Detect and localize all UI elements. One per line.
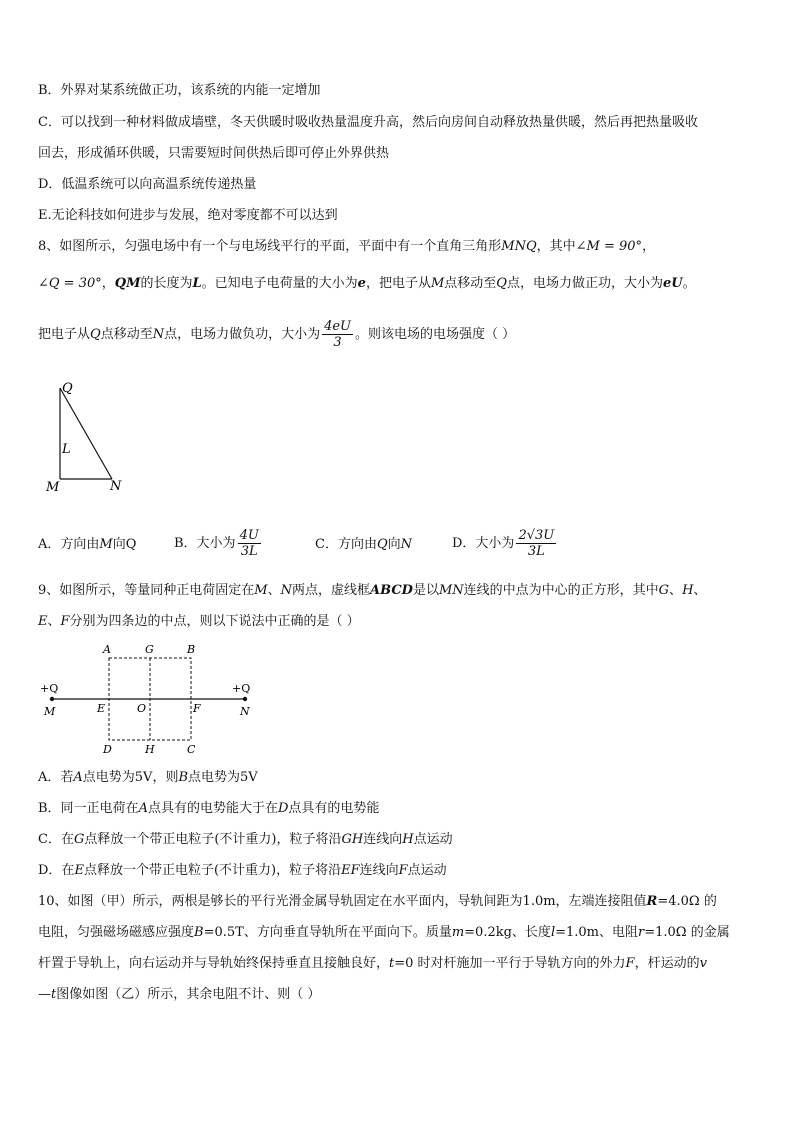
- q8-stem-line2: ∠Q = 30°，QM的长度为L。已知电子电荷量的大小为e，把电子从M点移动至Q点，电场力做正功，大小为eU。: [38, 276, 696, 291]
- q10-stem-line1: 10、如图（甲）所示，两根是够长的平行光滑金属导轨固定在水平面内，导轨间距为1.0m，左端连接阻值R=4.0Ω 的: [38, 894, 717, 909]
- label-m: M: [44, 705, 56, 718]
- triangle-label-n: N: [110, 479, 122, 494]
- q10-stem-line3: 杆置于导轨上，向右运动并与导轨始终保持垂直且接触良好，t=0 时对杆施加一平行于导轨方向的外力F，杆运动的v: [38, 956, 707, 971]
- q9-option-a: A．若A点电势为5V，则B点电势为5V: [38, 770, 258, 785]
- q8-option-d: D．大小为 $\frac{2√3U}{3L}$: [452, 528, 555, 559]
- q9-option-c: C．在G点释放一个带正电粒子(不计重力)，粒子将沿GH连线向H点运动: [38, 832, 453, 847]
- label-g: G: [145, 643, 154, 656]
- q9-option-d: D．在E点释放一个带正电粒子(不计重力)，粒子将沿EF连线向F点运动: [38, 863, 447, 878]
- q7-option-b: B．外界对某系统做正功，该系统的内能一定增加: [38, 83, 321, 98]
- q8-fraction: $\frac{4eU}{3}$: [324, 319, 352, 350]
- label-n: N: [240, 705, 250, 718]
- q8-stem-line3: 把电子从Q点移动至N点，电场力做负功，大小为 $\frac{4eU}{3}$ 。则该电场的电场强度（ ）: [38, 319, 516, 350]
- charge-m-dot: [50, 697, 54, 701]
- q9-stem-line1: 9、如图所示，等量同种正电荷固定在M、N两点，虚线框ABCD是以MN连线的中点为中心的正方形，其中G、H、: [38, 583, 707, 598]
- label-charge-right: +Q: [232, 682, 251, 695]
- label-o: O: [137, 702, 147, 715]
- q7-option-c-line1: C．可以找到一种材料做成墙壁，冬天供暖时吸收热量温度升高，然后向房间自动释放热量供暖，然后再把热量吸收: [38, 115, 698, 130]
- triangle-label-q: Q: [62, 381, 73, 396]
- q8-option-b: B．大小为 $\frac{4U}{3L}$: [174, 528, 259, 559]
- q8-option-c: C．方向由Q向N: [315, 537, 413, 552]
- q8-triangle-figure: [40, 378, 140, 498]
- triangle-label-m: M: [46, 480, 60, 495]
- q10-stem-line4: —t图像如图（乙）所示，其余电阻不计、则（ ）: [38, 987, 321, 1002]
- q7-option-d: D．低温系统可以向高温系统传递热量: [38, 177, 257, 192]
- q8-option-a: A．方向由M向Q: [38, 537, 137, 552]
- q10-stem-line2: 电阻，匀强磁场磁感应强度B=0.5T、方向垂直导轨所在平面向下。质量m=0.2kg、长度l=1.0m、电阻r=1.0Ω 的金属: [38, 925, 730, 940]
- label-f: F: [193, 702, 201, 715]
- triangle-label-l: L: [62, 442, 71, 457]
- label-c: C: [187, 743, 196, 756]
- q9-stem-line2: E、F分别为四条边的中点，则以下说法中正确的是（ ）: [38, 614, 360, 629]
- q8-stem-line1: 8、如图所示，匀强电场中有一个与电场线平行的平面，平面中有一个直角三角形MNQ，其中∠M = 90°，: [38, 239, 656, 254]
- q9-square-figure: [35, 640, 265, 760]
- label-a: A: [103, 643, 111, 656]
- label-h: H: [145, 743, 155, 756]
- triangle-side-qn: [60, 388, 112, 479]
- charge-n-dot: [243, 697, 247, 701]
- label-b: B: [187, 643, 196, 656]
- q7-option-c-line2: 回去，形成循环供暖，只需要短时间供热后即可停止外界供热: [38, 146, 390, 161]
- q9-option-b: B．同一正电荷在A点具有的电势能大于在D点具有的电势能: [38, 801, 380, 816]
- label-e: E: [97, 702, 106, 715]
- label-charge-left: +Q: [40, 682, 59, 695]
- q7-option-e: E.无论科技如何进步与发展，绝对零度都不可以达到: [38, 208, 338, 223]
- label-d: D: [103, 743, 112, 756]
